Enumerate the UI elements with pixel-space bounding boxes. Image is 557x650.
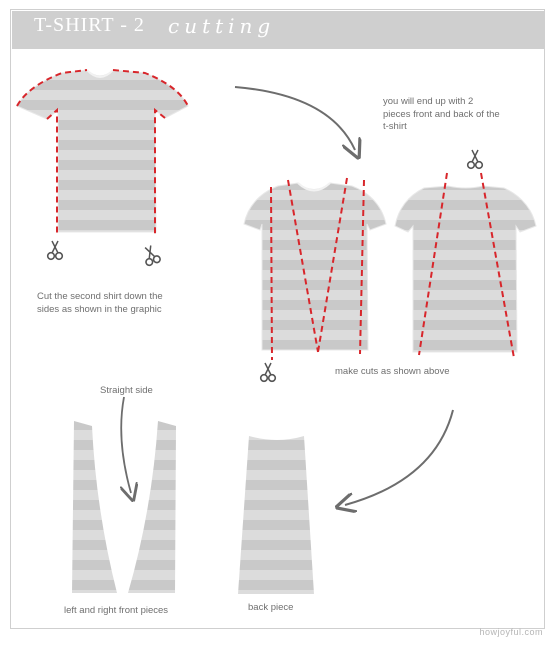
scissors-icon bbox=[468, 150, 483, 168]
page-subtitle: cutting bbox=[168, 14, 276, 38]
arrow-step1 bbox=[235, 87, 355, 150]
page-title: T-SHIRT - 2 bbox=[34, 14, 145, 36]
caption-straight-side: Straight side bbox=[100, 385, 153, 396]
front-piece-right bbox=[128, 421, 176, 593]
scissors-icon bbox=[48, 241, 63, 259]
caption-step3: make cuts as shown above bbox=[335, 366, 450, 377]
scissors-icon bbox=[141, 244, 161, 266]
tshirt-full bbox=[17, 70, 188, 236]
scissors-icon bbox=[261, 363, 276, 381]
caption-step2: you will end up with 2 pieces front and back of the t-shirt bbox=[383, 96, 500, 132]
back-piece bbox=[238, 436, 314, 594]
caption-step1: Cut the second shirt down the sides as shown in the graphic bbox=[37, 291, 163, 315]
caption-front-pieces: left and right front pieces bbox=[64, 605, 169, 616]
arrow-step2 bbox=[345, 410, 453, 505]
site-credit: howjoyful.com bbox=[479, 627, 543, 637]
tshirt-front-piece bbox=[244, 178, 386, 360]
arrow-straight-side bbox=[121, 397, 131, 493]
caption-back-piece: back piece bbox=[248, 602, 294, 613]
front-piece-left bbox=[72, 421, 117, 593]
tshirt-back-piece bbox=[395, 173, 536, 358]
